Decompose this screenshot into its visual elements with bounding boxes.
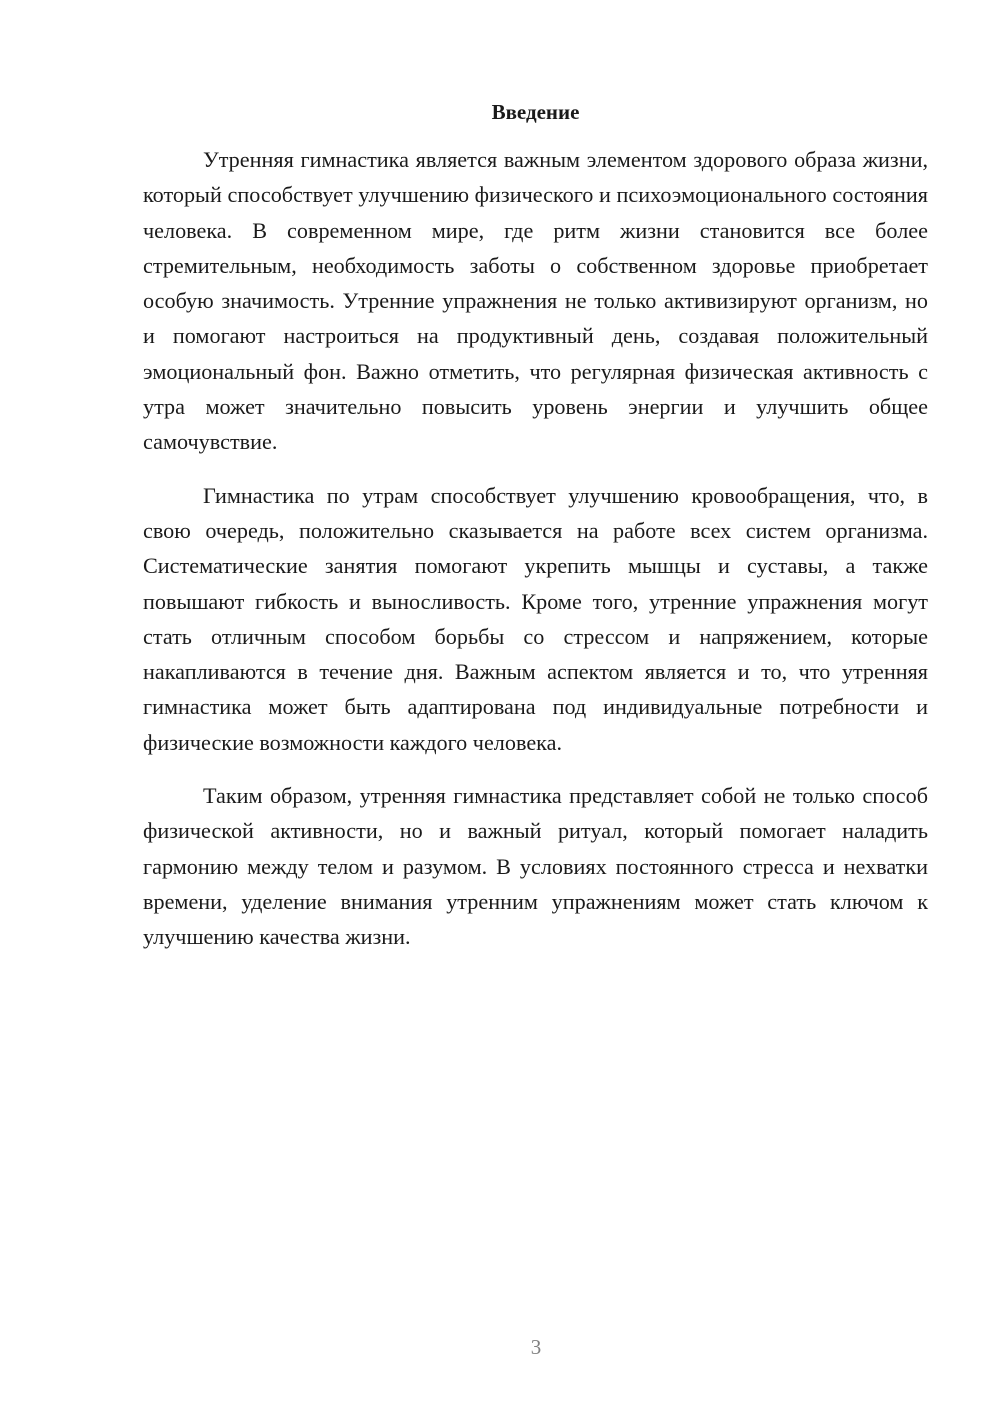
paragraph-1: Утренняя гимнастика является важным элементом здорового образа жизни, который способствует улучшению физического и психоэмоционального состояния человека. В современном мире, где ритм жизни становится все более стремительным, необходимость заботы о собственном здоровье приобретает особую значимость. Утренние упражнения не только активизируют организм, но и помогают настроиться на продуктивный день, создавая положительный эмоциональный фон. Важно отметить, что регулярная физическая активность с утра может значительно повысить уровень энергии и улучшить общее самочувствие.	[143, 147, 928, 455]
page-number: 3	[530, 1335, 542, 1359]
paragraph-3: Таким образом, утренняя гимнастика представляет собой не только способ физической активности, но и важный ритуал, который помогает наладить гармонию между телом и разумом. В условиях постоянного стресса и нехватки времени, уделение внимания утренним упражнениям может стать ключом к улучшению качества жизни.	[143, 783, 928, 950]
page-title: Введение	[491, 100, 580, 124]
paragraph-2: Гимнастика по утрам способствует улучшению кровообращения, что, в свою очередь, положительно сказывается на работе всех систем организма. Систематические занятия помогают укрепить мышцы и суставы, а также повышают гибкость и выносливость. Кроме того, утренние упражнения могут стать отличным способом борьбы со стрессом и напряжением, которые накапливаются в течение дня. Важным аспектом является и то, что утренняя гимнастика может быть адаптирована под индивидуальные потребности и физические возможности каждого человека.	[143, 482, 928, 755]
document-body	[143, 142, 928, 973]
